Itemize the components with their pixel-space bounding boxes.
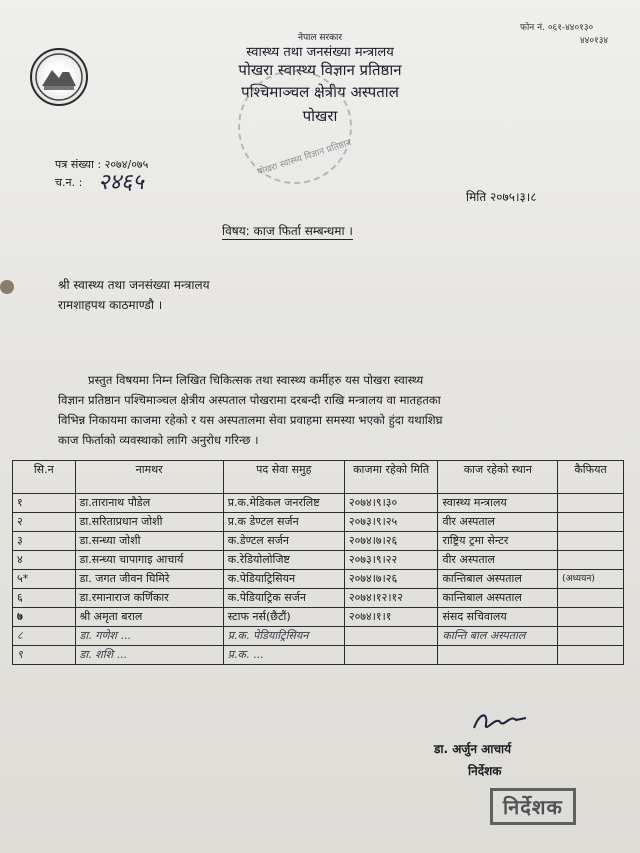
phone-number: फोन नं. ०६१-४४०१३० [520,23,594,33]
cell-date: २०७४।९।३० [344,494,438,513]
cell-place: वीर अस्पताल [438,551,558,570]
cell-sn: २ [13,513,76,532]
cell-name: श्री अमृता बराल [75,608,223,627]
cell-name: डा.सन्ध्या जोशी [75,532,223,551]
cell-place: राष्ट्रिय ट्रमा सेन्टर [438,532,558,551]
handwritten-row [13,627,624,646]
cell-place: कान्तिबाल अस्पताल [438,589,558,608]
cell-sn: ६ [13,589,76,608]
phone-number-extra: ४४०१३४ [580,36,609,46]
cell-name: डा. शशि ... [75,646,223,665]
header-sn: सि.न [13,461,76,494]
header-post: पद सेवा समुह [223,461,344,494]
table-row [13,551,624,570]
cell-remark: (अध्ययन) [558,570,624,589]
letter-date: मिति २०७५।३।८ [466,190,537,204]
handwritten-signature [470,708,530,742]
cell-name: डा.तारानाथ पौडेल [75,494,223,513]
body-line-4: काज फिर्ताको व्यवस्थाको लागि अनुरोध गरिन्छ । [58,433,259,447]
table-row [13,570,624,589]
cell-name: डा.सन्ध्या चापागाइ आचार्य [75,551,223,570]
recipient-line-2: रामशाहपथ काठमाण्डौ । [58,298,163,312]
cell-remark [558,551,624,570]
cell-place: वीर अस्पताल [438,513,558,532]
cell-date: २०७४।७।२६ [344,570,438,589]
body-line-3: विभिन्न निकायमा काजमा रहेको र यस अस्पतालमा सेवा प्रवाहमा समस्या भएको हुंदा यथाशिघ्र [58,413,443,427]
cell-name: डा.रमानाराज कर्णिकार [75,589,223,608]
cell-remark [558,646,624,665]
cell-date [344,627,438,646]
cell-place: संसद सचिवालय [438,608,558,627]
letter-subject [222,222,353,239]
cell-sn: ५* [13,570,76,589]
table-row [13,589,624,608]
cell-sn: ७ [13,608,76,627]
header-place: काज रहेको स्थान [438,461,558,494]
hospital-title: पश्चिमाञ्चल क्षेत्रीय अस्पताल [241,83,399,101]
seal-text: पोखरा स्वास्थ्य विज्ञान प्रतिष्ठान [256,138,353,178]
table-header-row [13,461,624,494]
cell-post: प्र.क. ... [223,646,344,665]
cell-sn: १ [13,494,76,513]
cell-remark [558,532,624,551]
table-row [13,494,624,513]
cell-post: क.रेडियोलोजिष्ट [223,551,344,570]
dispatch-label: च.न. : [55,176,83,189]
cell-remark [558,627,624,646]
signature-icon [470,708,530,738]
pin-hole [0,280,14,294]
cell-date: २०७४।७।२६ [344,532,438,551]
cell-post: प्र.क. पेडियाट्रिसियन [223,627,344,646]
cell-date: २०७३।९।२५ [344,513,438,532]
cell-post: क.पेडियाट्रिसियन [223,570,344,589]
subject-text: विषय: काज फिर्ता सम्बन्धमा । [222,224,353,238]
cell-place [438,646,558,665]
staff-table [12,460,624,665]
cell-remark [558,494,624,513]
cell-post: प्र.क डेण्टल सर्जन [223,513,344,532]
cell-place: कान्ति बाल अस्पताल [438,627,558,646]
cell-date: २०७४।१२।१२ [344,589,438,608]
table-row [13,608,624,627]
dispatch-number: २४६५ [98,170,144,195]
cell-remark [558,513,624,532]
letter-body [58,370,614,450]
recipient-line-1: श्री स्वास्थ्य तथा जनसंख्या मन्त्रालय [58,278,210,292]
cell-date: २०७४।१।१ [344,608,438,627]
cell-date [344,646,438,665]
institute-title: पोखरा स्वास्थ्य विज्ञान प्रतिष्ठान [238,61,402,79]
director-stamp: निर्देशक [490,788,576,825]
cell-sn: ३ [13,532,76,551]
signatory-name: डा. अर्जुन आचार्य [434,742,512,756]
cell-place: स्वास्थ्य मन्त्रालय [438,494,558,513]
cell-sn: ९ [13,646,76,665]
table-row [13,532,624,551]
cell-sn: ८ [13,627,76,646]
cell-place: कान्तिबाल अस्पताल [438,570,558,589]
table-row [13,513,624,532]
cell-date: २०७३।९।२२ [344,551,438,570]
ministry-title: स्वास्थ्य तथा जनसंख्या मन्त्रालय [246,45,394,60]
cell-post: प्र.क.मेडिकल जनरलिष्ट [223,494,344,513]
cell-name: डा. जगत जीवन घिमिरे [75,570,223,589]
cell-sn: ४ [13,551,76,570]
signatory-title: निर्देशक [468,764,502,778]
header-remark: कैफियत [558,461,624,494]
city-title: पोखरा [302,107,338,125]
cell-remark [558,589,624,608]
cell-name: डा.सरिताप्रधान जोशी [75,513,223,532]
body-line-1: प्रस्तुत विषयमा निम्न लिखित चिकित्सक तथा स्वास्थ्य कर्मीहरु यस पोखरा स्वास्थ्य [88,373,424,387]
handwritten-row [13,646,624,665]
cell-post: स्टाफ नर्स(छैटौं) [223,608,344,627]
header-name: नामथर [75,461,223,494]
cell-name: डा. गणेश ... [75,627,223,646]
government-label: नेपाल सरकार [297,33,343,43]
reference-number: पत्र संख्या : २०७४/०७५ [55,158,149,171]
body-line-2: विज्ञान प्रतिष्ठान पश्चिमाञ्चल क्षेत्रीय अस्पताल पोखरामा दरबन्दी राखि मन्त्रालय वा मातहतका [58,393,441,407]
cell-remark [558,608,624,627]
cell-post: क.पेडियाट्रिक सर्जन [223,589,344,608]
header-date: काजमा रहेको मिति [344,461,438,494]
cell-post: क.डेण्टल सर्जन [223,532,344,551]
